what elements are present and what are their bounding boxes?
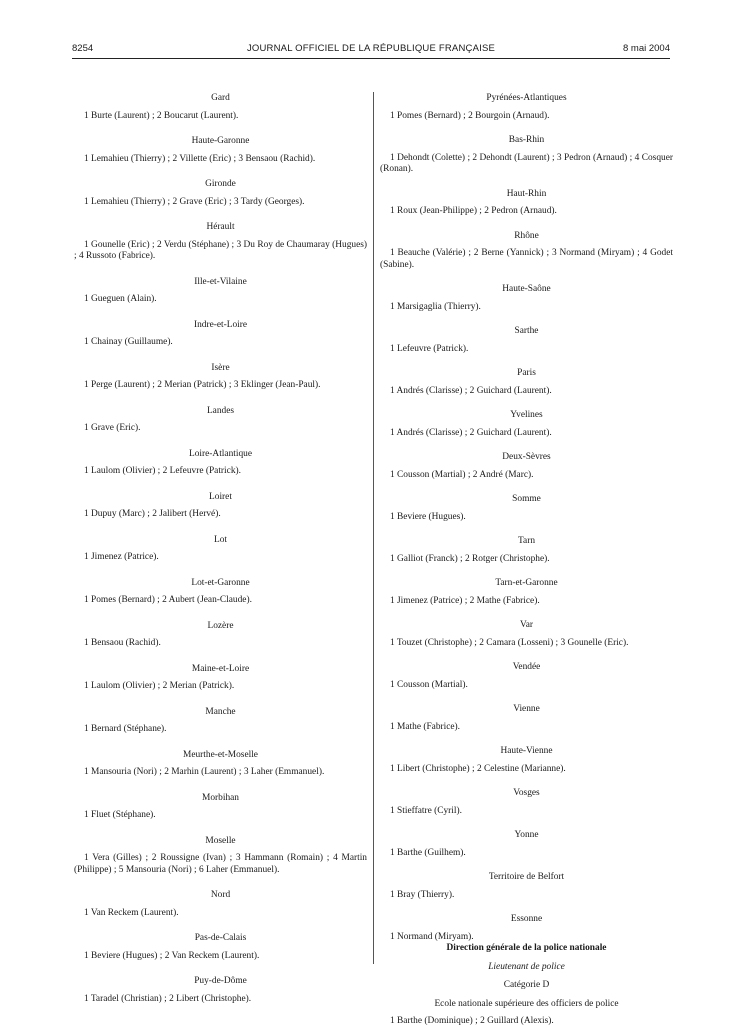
ranking-entry: 1 Chainay (Guillaume).	[84, 337, 173, 347]
department-section	[380, 830, 673, 859]
direction-block	[380, 943, 673, 1028]
department-section	[74, 320, 367, 349]
department-heading: Yvelines	[510, 410, 543, 420]
department-section	[380, 914, 673, 943]
department-section	[380, 872, 673, 901]
department-section	[74, 136, 367, 165]
department-heading: Isère	[211, 362, 230, 373]
department-heading: Manche	[205, 706, 236, 717]
department-section	[380, 284, 673, 313]
department-section	[74, 836, 367, 877]
department-section	[74, 707, 367, 736]
ranking-entry: 1 Andrés (Clarisse) ; 2 Guichard (Laurent).	[390, 385, 552, 396]
journal-title: JOURNAL OFFICIEL DE LA RÉPUBLIQUE FRANÇAISE	[246, 43, 496, 54]
department-heading: Yonne	[514, 830, 539, 840]
ranking-entry: 1 Normand (Miryam).	[390, 931, 474, 942]
department-heading: Moselle	[205, 835, 236, 846]
ranking-entry: 1 Dupuy (Marc) ; 2 Jalibert (Hervé).	[84, 509, 221, 519]
department-section	[380, 662, 673, 691]
department-heading: Paris	[517, 368, 536, 378]
ranking-entry: 1 Jimenez (Patrice).	[84, 552, 159, 562]
ranking-entry: 1 Gueguen (Alain).	[84, 294, 157, 304]
department-section	[74, 449, 367, 478]
direction-school: Ecole nationale supérieure des officiers de police	[434, 998, 619, 1009]
department-heading: Nord	[210, 890, 231, 900]
right-column	[380, 93, 673, 1028]
department-section	[380, 189, 673, 218]
department-heading: Territoire de Belfort	[488, 872, 565, 882]
ranking-entry: 1 Beviere (Hugues).	[390, 511, 466, 522]
ranking-entry: 1 Dehondt (Colette) ; 2 Dehondt (Laurent) ; 3 Pedron (Arnaud) ; 4 Cosquer (Ronan).	[380, 152, 673, 174]
department-heading: Haut-Rhin	[506, 188, 547, 199]
department-section	[380, 536, 673, 565]
department-section	[380, 410, 673, 439]
department-heading: Lot-et-Garonne	[191, 577, 250, 588]
department-section	[74, 933, 367, 962]
department-heading: Tarn	[517, 536, 536, 546]
left-column	[74, 93, 367, 1005]
department-heading: Vendée	[512, 662, 541, 672]
department-heading: Indre-et-Loire	[193, 319, 248, 330]
department-heading: Tarn-et-Garonne	[495, 578, 558, 588]
department-heading: Essonne	[510, 914, 543, 924]
ranking-entry: 1 Beauche (Valérie) ; 2 Berne (Yannick) ; 3 Normand (Miryam) ; 4 Godet (Sabine).	[380, 248, 673, 270]
ranking-entry: 1 Burte (Laurent) ; 2 Boucarut (Laurent).	[84, 110, 239, 121]
department-section	[74, 363, 367, 392]
department-section	[74, 621, 367, 650]
ranking-entry: 1 Fluet (Stéphane).	[84, 810, 156, 820]
department-section	[74, 179, 367, 208]
department-heading: Haute-Saône	[502, 284, 551, 294]
department-section	[380, 788, 673, 817]
department-section	[380, 326, 673, 355]
department-heading: Vienne	[513, 704, 540, 714]
department-heading: Loire-Atlantique	[189, 448, 252, 459]
department-section	[74, 93, 367, 122]
header-rule	[72, 58, 670, 59]
department-heading: Loiret	[209, 491, 232, 502]
department-section	[74, 750, 367, 779]
page-number: 8254	[72, 43, 94, 54]
department-section	[380, 368, 673, 397]
department-section	[74, 222, 367, 263]
ranking-entry: 1 Cousson (Martial) ; 2 André (Marc).	[390, 469, 534, 480]
department-section	[380, 93, 673, 122]
direction-entry: 1 Barthe (Dominique) ; 2 Guillard (Alexis).	[390, 1016, 554, 1026]
page-header	[72, 43, 670, 59]
ranking-entry: 1 Galliot (Franck) ; 2 Rotger (Christophe).	[390, 553, 550, 564]
column-divider	[373, 92, 374, 964]
ranking-entry: 1 Cousson (Martial).	[390, 679, 468, 690]
department-heading: Puy-de-Dôme	[194, 976, 247, 986]
ranking-entry: 1 Lemahieu (Thierry) ; 2 Villette (Eric) ; 3 Bensaou (Rachid).	[84, 153, 316, 164]
department-section	[74, 793, 367, 822]
ranking-entry: 1 Lefeuvre (Patrick).	[390, 343, 469, 354]
ranking-entry: 1 Gounelle (Eric) ; 2 Verdu (Stéphane) ; 3 Du Roy de Chaumaray (Hugues) ; 4 Russoto (Fabrice).	[74, 239, 367, 261]
department-section	[380, 620, 673, 649]
department-heading: Rhône	[514, 230, 539, 241]
department-heading: Deux-Sèvres	[502, 452, 551, 462]
department-section	[74, 664, 367, 693]
department-heading: Maine-et-Loire	[191, 663, 250, 674]
department-heading: Pas-de-Calais	[194, 933, 247, 943]
ranking-entry: 1 Marsigaglia (Thierry).	[390, 301, 481, 312]
ranking-entry: 1 Touzet (Christophe) ; 2 Camara (Losseni) ; 3 Gounelle (Eric).	[390, 637, 629, 648]
department-section	[380, 494, 673, 523]
ranking-entry: 1 Beviere (Hugues) ; 2 Van Reckem (Laurent).	[84, 950, 260, 961]
department-section	[74, 976, 367, 1005]
ranking-entry: 1 Mansouria (Nori) ; 2 Marhin (Laurent) ; 3 Laher (Emmanuel).	[84, 767, 325, 777]
department-heading: Gard	[211, 93, 230, 103]
direction-category: Catégorie D	[503, 980, 550, 990]
ranking-entry: 1 Taradel (Christian) ; 2 Libert (Christophe).	[84, 993, 252, 1004]
department-heading: Bas-Rhin	[508, 135, 545, 145]
ranking-entry: 1 Grave (Eric).	[84, 423, 141, 433]
department-section	[380, 704, 673, 733]
department-heading: Ille-et-Vilaine	[194, 276, 247, 287]
department-heading: Hérault	[206, 222, 235, 232]
issue-date: 8 mai 2004	[622, 43, 670, 54]
ranking-entry: 1 Bensaou (Rachid).	[84, 638, 161, 648]
department-heading: Morbihan	[202, 792, 239, 803]
ranking-entry: 1 Mathe (Fabrice).	[390, 721, 461, 732]
department-section	[74, 578, 367, 607]
ranking-entry: 1 Pomes (Bernard) ; 2 Bourgoin (Arnaud).	[390, 110, 550, 121]
ranking-entry: 1 Libert (Christophe) ; 2 Celestine (Marianne).	[390, 763, 566, 774]
department-heading: Lozère	[207, 620, 234, 631]
ranking-entry: 1 Jimenez (Patrice) ; 2 Mathe (Fabrice).	[390, 595, 540, 606]
department-section	[380, 746, 673, 775]
department-heading: Somme	[512, 494, 541, 504]
ranking-entry: 1 Barthe (Guilhem).	[390, 847, 466, 858]
department-section	[74, 406, 367, 435]
ranking-entry: 1 Roux (Jean-Philippe) ; 2 Pedron (Arnaud).	[390, 206, 557, 216]
department-section	[74, 492, 367, 521]
department-section	[74, 277, 367, 306]
ranking-entry: 1 Pomes (Bernard) ; 2 Aubert (Jean-Claude).	[84, 595, 252, 605]
direction-title: Direction générale de la police nationale	[446, 943, 607, 953]
department-heading: Lot	[213, 534, 228, 545]
ranking-entry: 1 Van Reckem (Laurent).	[84, 907, 179, 918]
department-heading: Meurthe-et-Moselle	[183, 749, 258, 760]
ranking-entry: 1 Laulom (Olivier) ; 2 Lefeuvre (Patrick).	[84, 466, 241, 476]
department-heading: Var	[519, 620, 533, 630]
department-heading: Gironde	[205, 179, 236, 189]
ranking-entry: 1 Andrés (Clarisse) ; 2 Guichard (Laurent).	[390, 427, 552, 438]
ranking-entry: 1 Stieffatre (Cyril).	[390, 805, 462, 816]
ranking-entry: 1 Laulom (Olivier) ; 2 Merian (Patrick).	[84, 681, 235, 691]
department-heading: Sarthe	[514, 326, 539, 336]
department-heading: Vosges	[513, 788, 540, 798]
ranking-entry: 1 Bray (Thierry).	[390, 889, 455, 900]
department-heading: Haute-Vienne	[500, 746, 553, 756]
department-heading: Haute-Garonne	[191, 136, 250, 146]
direction-subtitle: Lieutenant de police	[488, 961, 565, 972]
department-section	[74, 890, 367, 919]
ranking-entry: 1 Vera (Gilles) ; 2 Roussigne (Ivan) ; 3 Hammann (Romain) ; 4 Martin (Philippe) ; 5 Mansouria (Nori) ; 6 Laher (Emmanuel).	[74, 853, 367, 875]
right-column-list	[380, 93, 673, 943]
department-heading: Pyrénées-Atlantiques	[486, 93, 567, 103]
ranking-entry: 1 Lemahieu (Thierry) ; 2 Grave (Eric) ; 3 Tardy (Georges).	[84, 196, 305, 207]
department-heading: Landes	[206, 405, 235, 416]
department-section	[380, 231, 673, 272]
department-section	[74, 535, 367, 564]
department-section	[380, 135, 673, 176]
department-section	[380, 452, 673, 481]
ranking-entry: 1 Bernard (Stéphane).	[84, 724, 167, 734]
ranking-entry: 1 Perge (Laurent) ; 2 Merian (Patrick) ; 3 Eklinger (Jean-Paul).	[84, 380, 321, 390]
department-section	[380, 578, 673, 607]
